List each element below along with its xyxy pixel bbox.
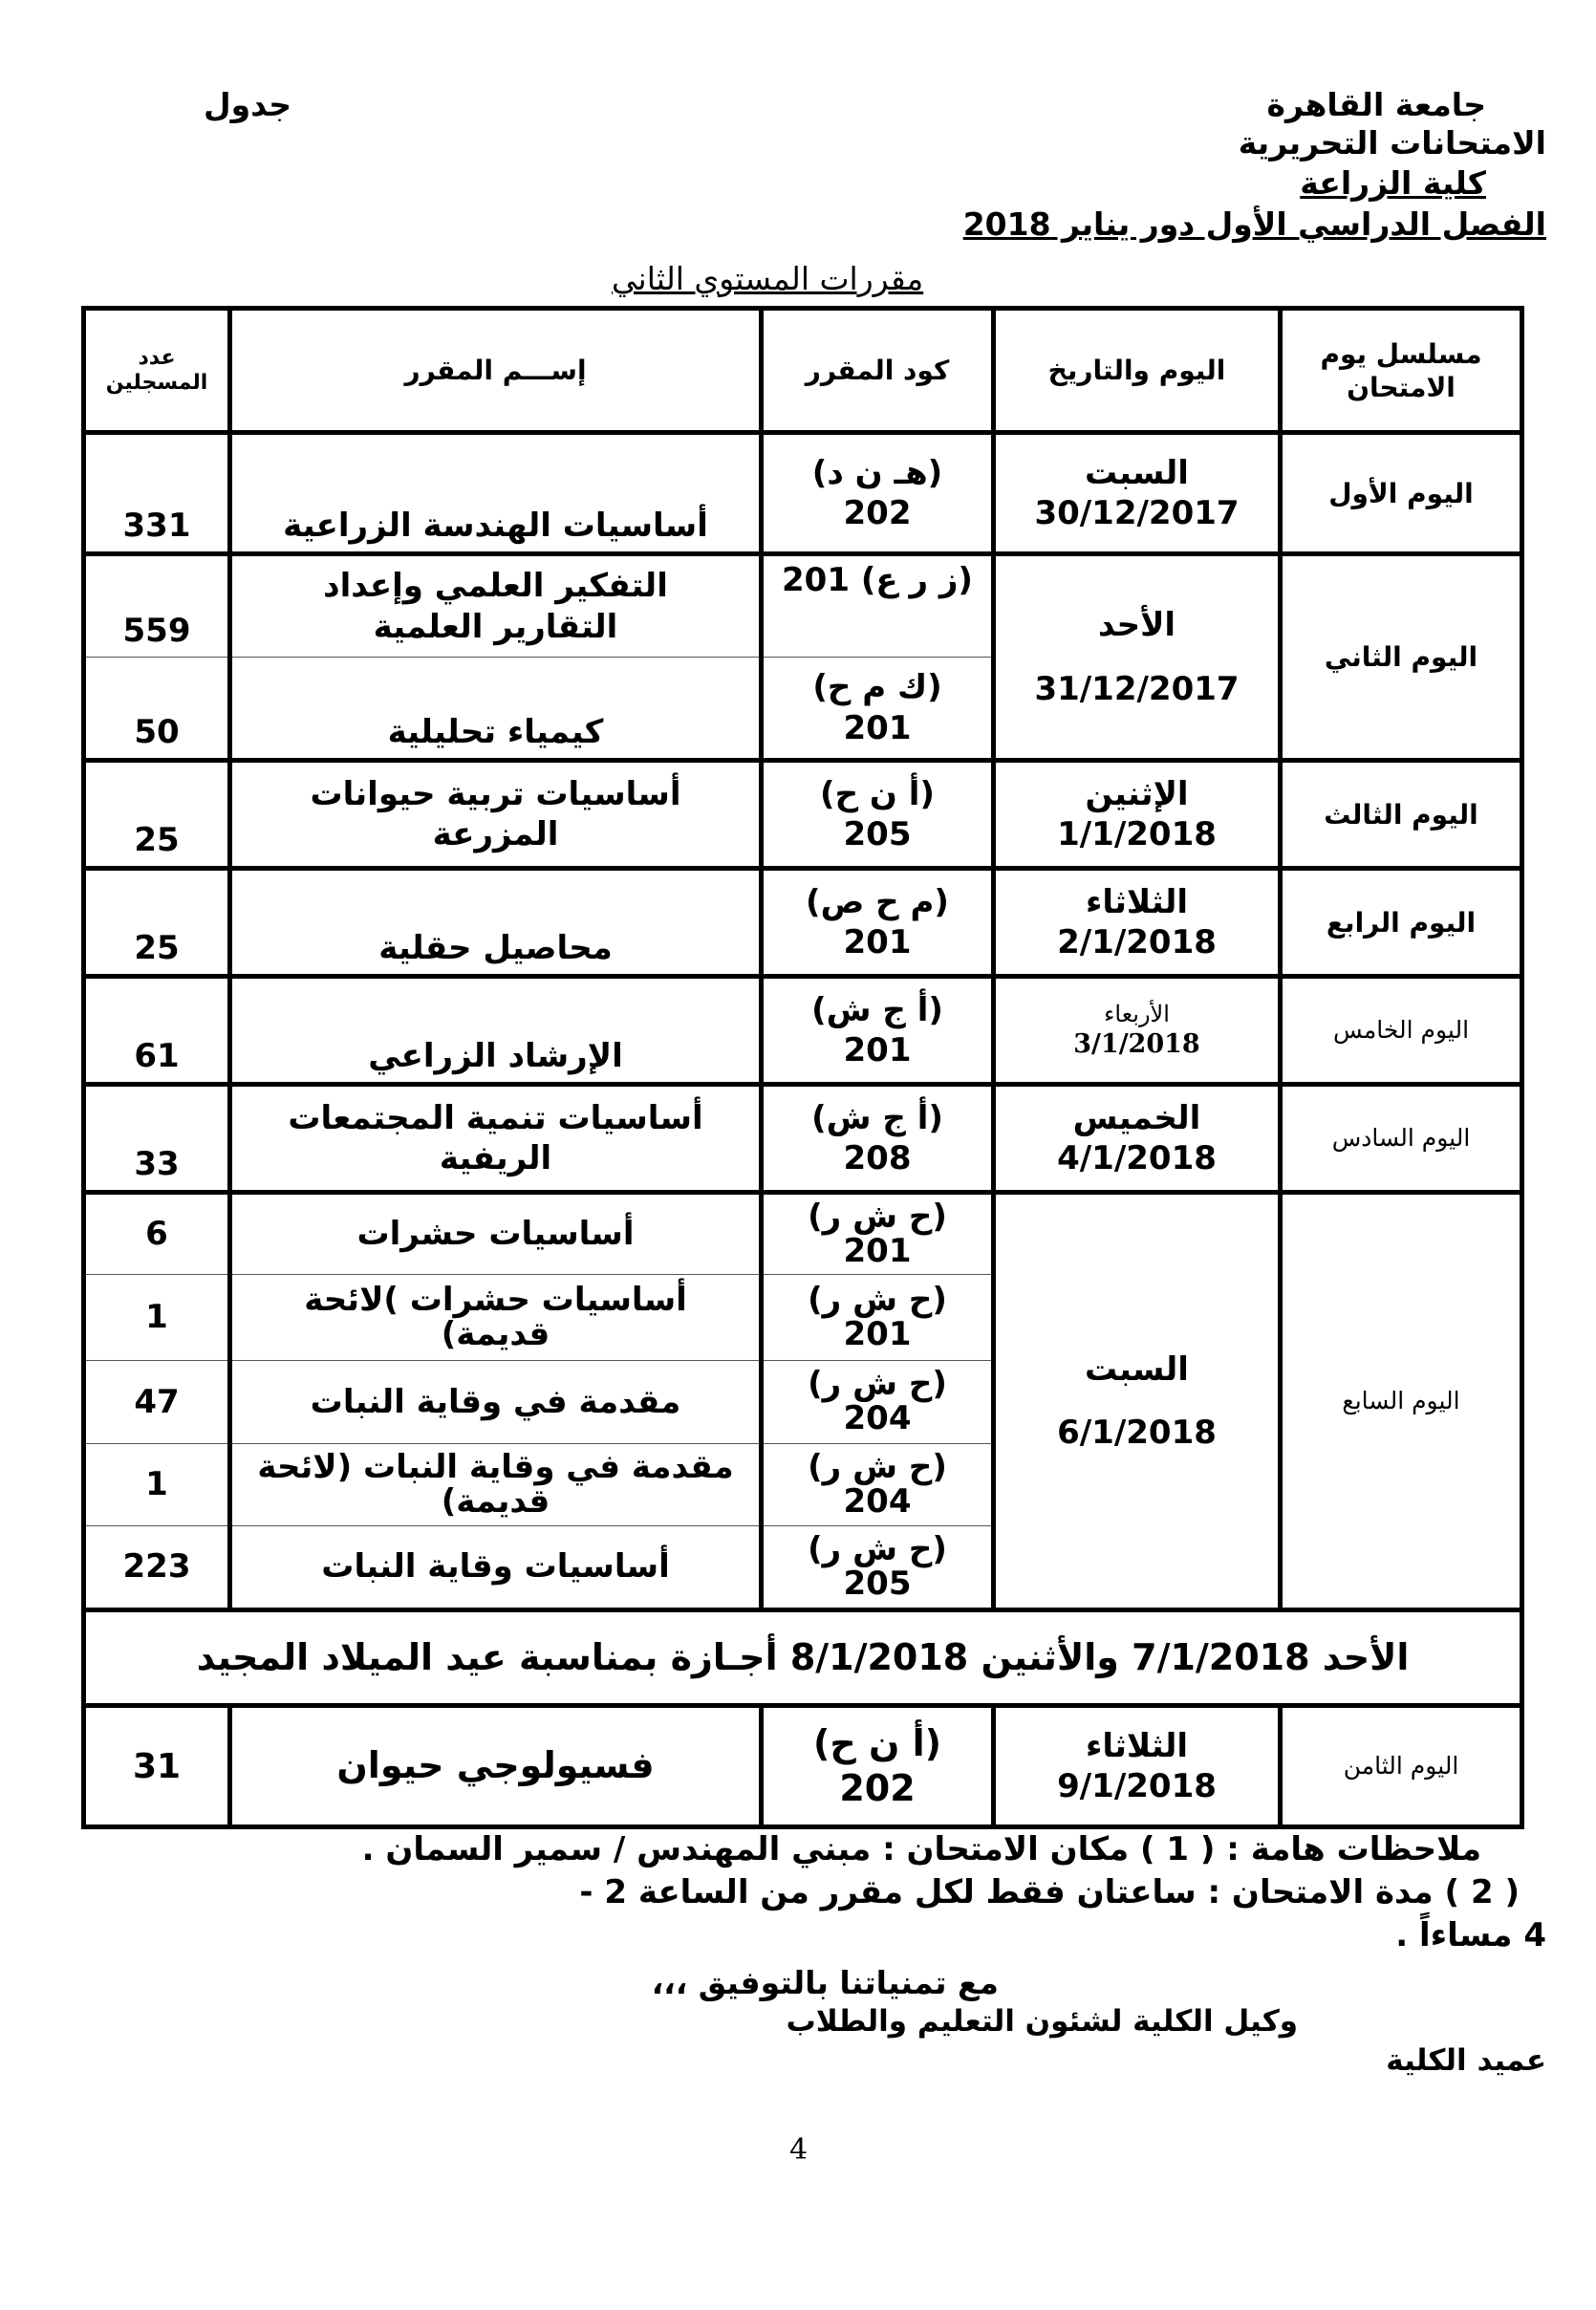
header-registered-count: عدد المسجلين	[84, 309, 230, 433]
header-serial: مسلسل يوم الامتحان	[1281, 309, 1522, 433]
course-code-number: 201	[843, 1231, 912, 1270]
table-header-row	[84, 309, 1522, 433]
course-name-line1: التفكير العلمي وإعداد	[323, 567, 668, 605]
course-code-letters: (ح ش ر)	[808, 1280, 947, 1319]
course-code	[762, 1193, 994, 1275]
university-name: جامعة القاهرة	[1266, 86, 1486, 123]
header-date: اليوم والتاريخ	[994, 309, 1281, 433]
registered-count: 6	[84, 1193, 230, 1275]
exam-day: اليوم الرابع	[1281, 869, 1522, 977]
table-row	[84, 869, 1522, 977]
exam-date: 31/12/2017	[1034, 669, 1240, 708]
registered-count: 1	[84, 1275, 230, 1361]
exam-date: 2/1/2018	[1057, 923, 1217, 961]
registered-count: 25	[84, 761, 230, 869]
course-code-number: 202	[839, 1767, 916, 1809]
course-code-letters: (م ح ص)	[806, 882, 949, 921]
course-name	[230, 761, 762, 869]
weekday-date	[994, 1085, 1281, 1193]
course-code-number: 205	[843, 815, 912, 853]
table-row	[84, 1085, 1522, 1193]
dean-title: عميد الكلية	[1386, 2043, 1546, 2078]
weekday: الأحد	[1097, 606, 1176, 644]
course-name: كيمياء تحليلية	[230, 658, 762, 761]
faculty-name: كلية الزراعة	[1300, 164, 1486, 202]
course-code-letters: (أ ج ش)	[811, 1098, 943, 1137]
weekday: السبت	[1085, 453, 1189, 492]
course-name-line2: المزرعة	[432, 815, 559, 853]
holiday-notice: الأحد 7/1/2018 والأثنين 8/1/2018 أجـازة بمناسبة عيد الميلاد المجيد	[84, 1610, 1522, 1706]
weekday: السبت	[1085, 1349, 1189, 1389]
table-row	[84, 977, 1522, 1085]
exam-date: 1/1/2018	[1057, 815, 1217, 853]
notes-line3: 4 مساءاً .	[1395, 1916, 1546, 1954]
exam-day: اليوم السابع	[1281, 1193, 1522, 1610]
exam-day: اليوم الأول	[1281, 433, 1522, 554]
level-subtitle: مقررات المستوي الثاني	[612, 260, 924, 297]
exam-date: 4/1/2018	[1057, 1139, 1217, 1177]
course-code	[762, 658, 994, 761]
course-code	[762, 1275, 994, 1361]
exam-day: اليوم الثامن	[1281, 1706, 1522, 1827]
exam-date: 6/1/2018	[1057, 1414, 1217, 1452]
course-code	[762, 1444, 994, 1526]
table-word: جدول	[204, 86, 291, 123]
exam-day: اليوم الخامس	[1281, 977, 1522, 1085]
registered-count: 559	[84, 554, 230, 658]
course-name-line2: الريفية	[439, 1139, 552, 1177]
header-course-name: إســـم المقرر	[230, 309, 762, 433]
course-name: الإرشاد الزراعي	[230, 977, 762, 1085]
page-number: 4	[789, 2133, 809, 2167]
course-code-number: 204	[843, 1481, 912, 1521]
weekday-date	[994, 554, 1281, 761]
course-code-number: 204	[843, 1399, 912, 1437]
course-code-letters: (ح ش ر)	[808, 1365, 947, 1404]
course-code-number: 208	[843, 1139, 912, 1177]
course-code-letters: (هـ ن د)	[811, 453, 943, 492]
course-name: أساسيات الهندسة الزراعية	[230, 433, 762, 554]
wishes-text: مع تمنياتنا بالتوفيق ،،،	[651, 1964, 999, 2001]
notes-line1: ملاحظات هامة : ( 1 ) مكان الامتحان : مبني المهندس / سمير السمان .	[361, 1830, 1481, 1868]
registered-count: 25	[84, 869, 230, 977]
weekday-date	[994, 1193, 1281, 1610]
course-code-number: 201	[843, 1314, 912, 1353]
weekday: الثلاثاء	[1085, 1726, 1189, 1765]
course-code-letters: (ك م ح)	[812, 668, 942, 706]
course-code-letters: (أ ج ش)	[811, 990, 943, 1029]
exams-title: الامتحانات التحريرية	[1238, 124, 1546, 162]
exam-date: 9/1/2018	[1057, 1767, 1217, 1805]
registered-count: 1	[84, 1444, 230, 1526]
course-code	[762, 761, 994, 869]
course-code	[762, 1526, 994, 1610]
registered-count: 50	[84, 658, 230, 761]
registered-count: 223	[84, 1526, 230, 1610]
exam-day: اليوم الثالث	[1281, 761, 1522, 869]
course-code	[762, 1085, 994, 1193]
registered-count: 61	[84, 977, 230, 1085]
course-name-line2: قديمة)	[441, 1481, 550, 1521]
registered-count: 47	[84, 1361, 230, 1444]
course-name-line1: أساسيات حشرات )لائحة	[304, 1280, 687, 1319]
weekday: الأربعاء	[1104, 1001, 1170, 1028]
course-name-line1: أساسيات تنمية المجتمعات	[288, 1098, 703, 1137]
course-code	[762, 433, 994, 554]
registered-count: 331	[84, 433, 230, 554]
header-code: كود المقرر	[762, 309, 994, 433]
course-code-number: 201	[843, 708, 912, 747]
course-name: فسيولوجي حيوان	[230, 1706, 762, 1827]
notes-line2: ( 2 ) مدة الامتحان : ساعتان فقط لكل مقرر من الساعة 2 -	[579, 1873, 1520, 1911]
course-name	[230, 1085, 762, 1193]
holiday-row	[84, 1610, 1522, 1706]
course-code	[762, 1706, 994, 1827]
course-code	[762, 869, 994, 977]
course-name: أساسيات حشرات	[230, 1193, 762, 1275]
course-name	[230, 554, 762, 658]
weekday: الإثنين	[1085, 774, 1189, 813]
course-code-number: 205	[843, 1564, 912, 1603]
course-code-letters: (ح ش ر)	[808, 1447, 947, 1486]
table-row	[84, 1193, 1522, 1275]
course-name-line2: قديمة)	[441, 1314, 550, 1353]
table-row	[84, 761, 1522, 869]
course-name: مقدمة في وقاية النبات	[230, 1361, 762, 1444]
vice-dean-title: وكيل الكلية لشئون التعليم والطلاب	[786, 2004, 1298, 2039]
course-code-letters: (أ ن ح)	[820, 774, 935, 813]
course-name-line1: مقدمة في وقاية النبات (لائحة	[257, 1447, 734, 1486]
course-code-number: 202	[843, 494, 912, 532]
weekday-date	[994, 869, 1281, 977]
course-name	[230, 1275, 762, 1361]
weekday: الثلاثاء	[1085, 882, 1189, 921]
weekday-date	[994, 433, 1281, 554]
course-name-line2: التقارير العلمية	[373, 607, 618, 646]
exam-schedule-table	[81, 306, 1524, 1829]
course-code-number: 201	[843, 1031, 912, 1069]
exam-day: اليوم السادس	[1281, 1085, 1522, 1193]
course-code-number: 201	[843, 923, 912, 961]
semester-title: الفصل الدراسي الأول دور يناير 2018	[962, 205, 1546, 243]
course-name	[230, 1444, 762, 1526]
registered-count: 31	[84, 1706, 230, 1827]
registered-count: 33	[84, 1085, 230, 1193]
course-name: محاصيل حقلية	[230, 869, 762, 977]
exam-day: اليوم الثاني	[1281, 554, 1522, 761]
course-name: أساسيات وقاية النبات	[230, 1526, 762, 1610]
table-row	[84, 433, 1522, 554]
exam-date: 3/1/2018	[1073, 1029, 1200, 1060]
weekday-date	[994, 1706, 1281, 1827]
weekday: الخميس	[1072, 1098, 1201, 1137]
course-code	[762, 1361, 994, 1444]
weekday-date	[994, 761, 1281, 869]
weekday-date	[994, 977, 1281, 1085]
course-code: (ز ر ع) 201	[762, 554, 994, 658]
course-code	[762, 977, 994, 1085]
table-row	[84, 554, 1522, 658]
course-code-letters: (ح ش ر)	[808, 1529, 947, 1568]
course-name-line1: أساسيات تربية حيوانات	[310, 774, 681, 813]
table-row	[84, 1706, 1522, 1827]
course-code-letters: (ح ش ر)	[808, 1197, 947, 1236]
course-code-letters: (أ ن ح)	[812, 1721, 942, 1764]
exam-date: 30/12/2017	[1034, 494, 1240, 532]
